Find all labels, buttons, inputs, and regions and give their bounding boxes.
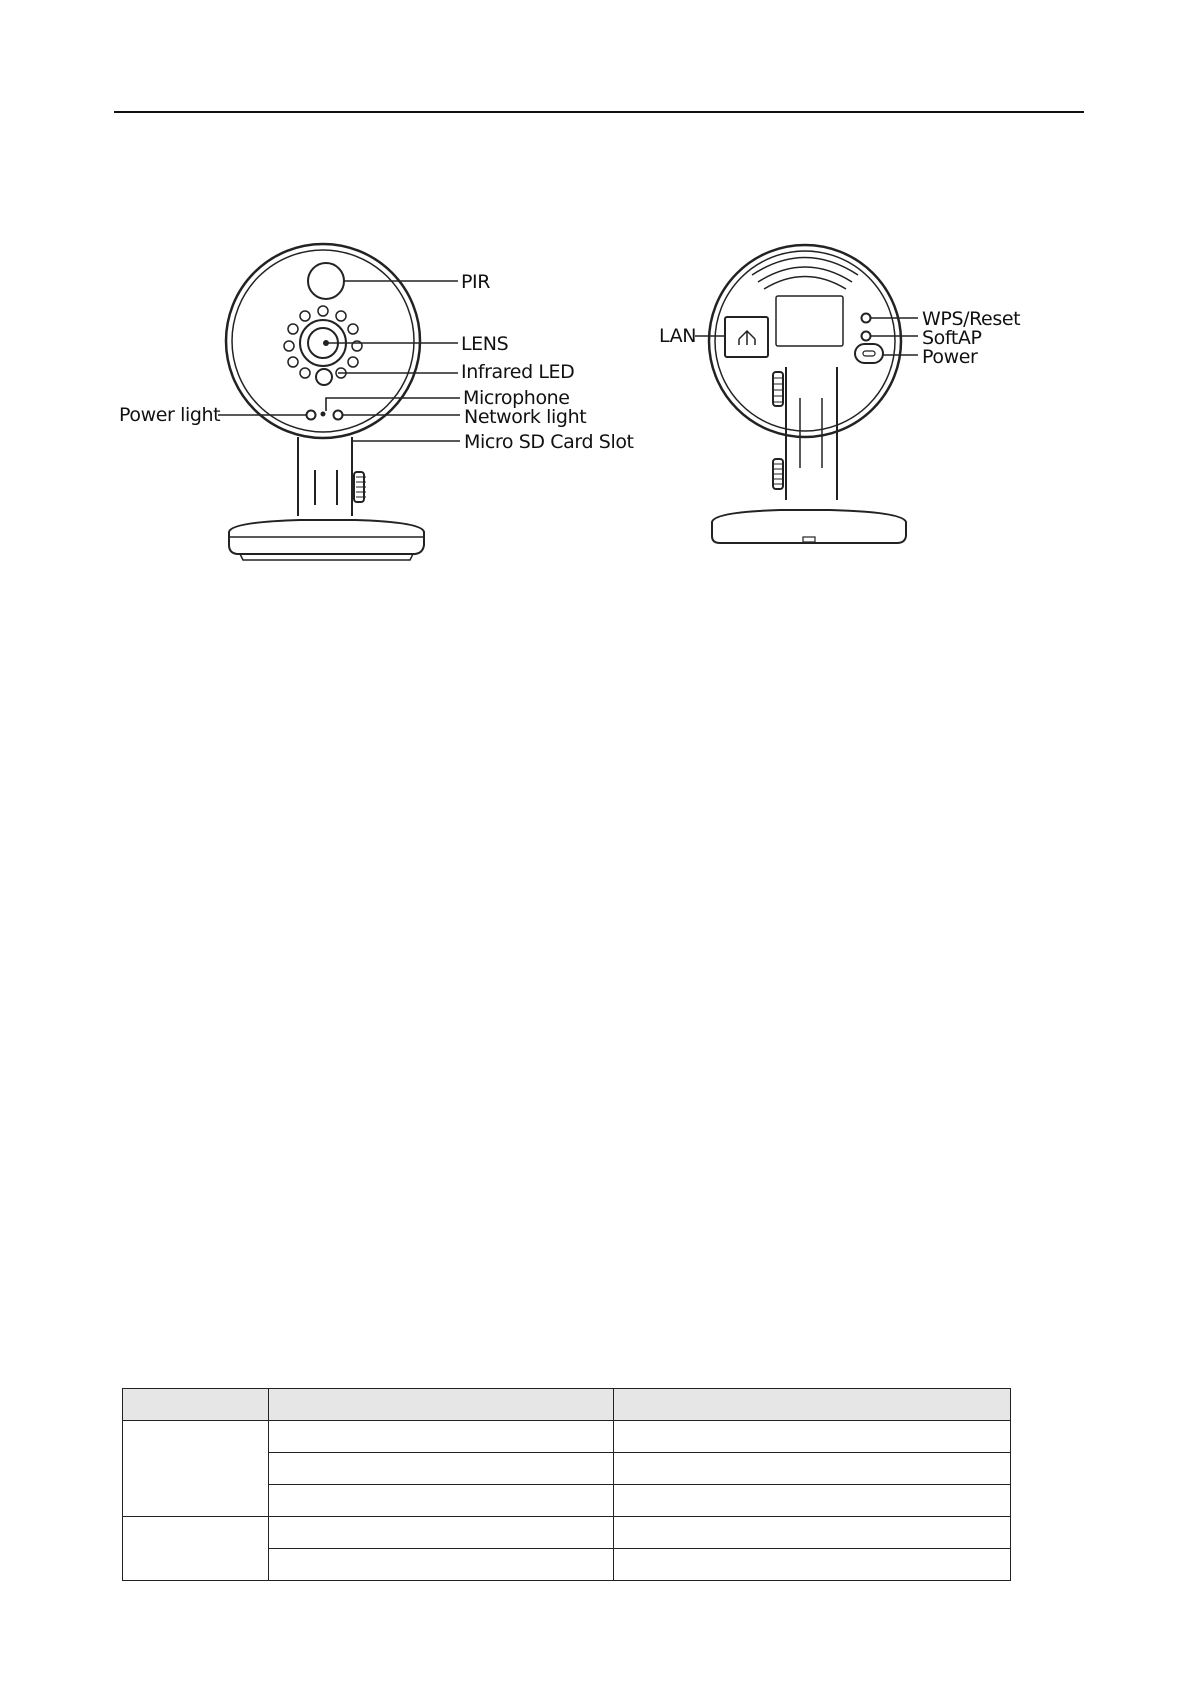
table-cell <box>268 1517 614 1549</box>
label-network-light: Network light <box>464 406 587 428</box>
label-microphone: Microphone <box>463 387 570 409</box>
camera-back-diagram <box>640 0 1080 580</box>
table-cell <box>614 1549 1011 1581</box>
label-power-light: Power light <box>119 404 221 426</box>
table-header-row <box>123 1389 1011 1421</box>
table-cell <box>614 1421 1011 1453</box>
label-lan: LAN <box>659 325 697 347</box>
table-cell <box>614 1517 1011 1549</box>
table-cell <box>268 1549 614 1581</box>
indicator-table <box>122 1388 1011 1581</box>
table-row <box>123 1421 1011 1453</box>
table-cell <box>123 1421 269 1517</box>
table-header-cell <box>123 1389 269 1421</box>
table-header-cell <box>614 1389 1011 1421</box>
label-wps-reset: WPS/Reset <box>922 308 1021 330</box>
table-cell <box>614 1485 1011 1517</box>
table-cell <box>123 1517 269 1581</box>
label-micro-sd: Micro SD Card Slot <box>464 431 634 453</box>
table-row <box>123 1517 1011 1549</box>
camera-front-diagram <box>0 0 640 580</box>
label-pir: PIR <box>461 271 491 293</box>
label-infrared-led: Infrared LED <box>461 361 575 383</box>
table-cell <box>268 1421 614 1453</box>
label-lens: LENS <box>461 333 509 355</box>
label-softap: SoftAP <box>922 327 982 349</box>
table-cell <box>614 1453 1011 1485</box>
table-cell <box>268 1485 614 1517</box>
table-header-cell <box>268 1389 614 1421</box>
table-cell <box>268 1453 614 1485</box>
label-power: Power <box>922 346 978 368</box>
